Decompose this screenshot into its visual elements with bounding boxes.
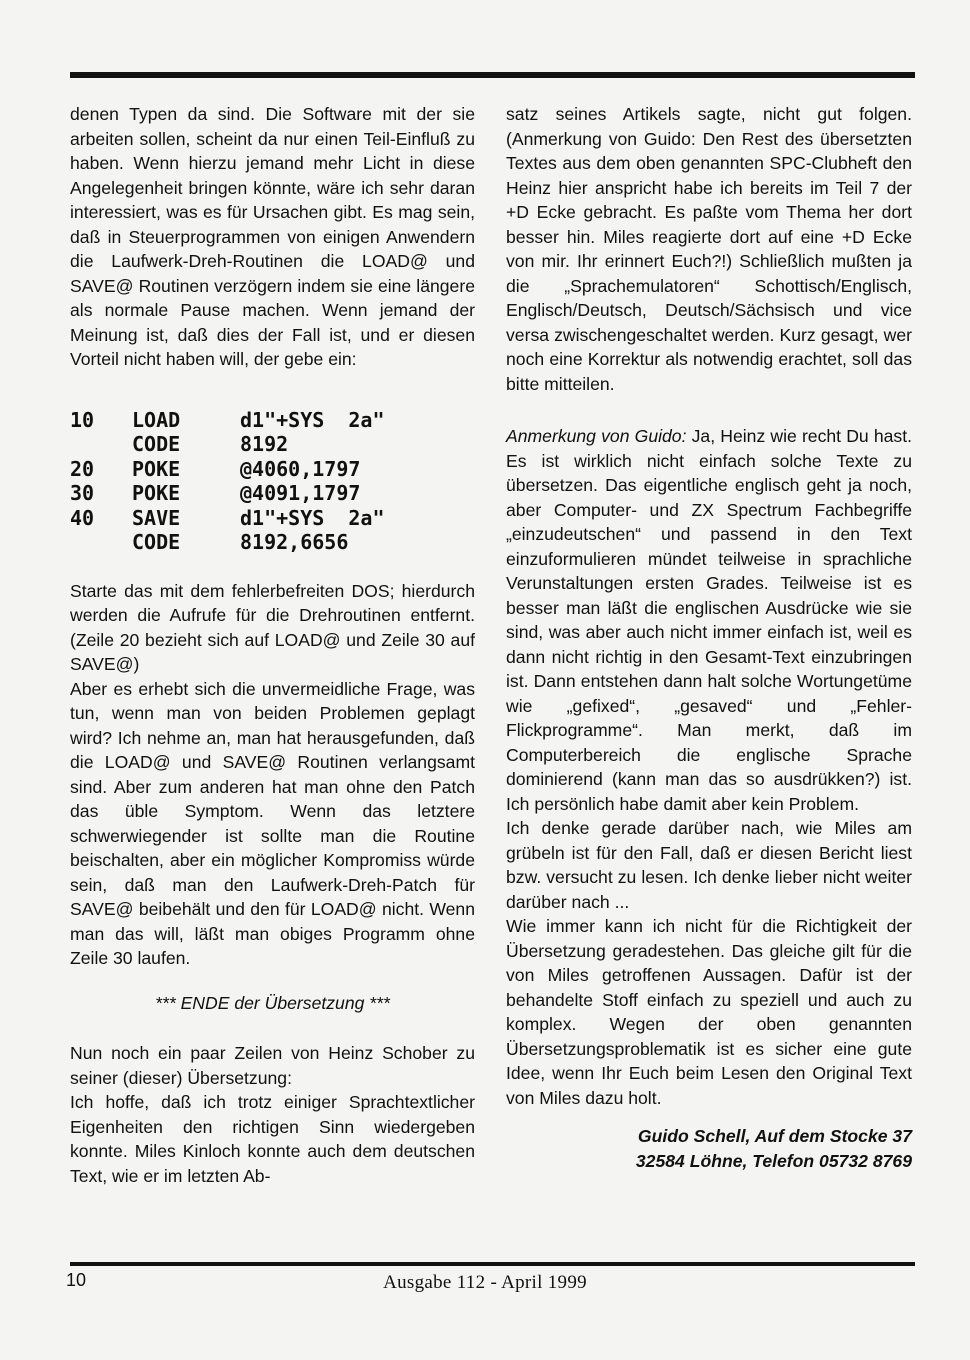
code-line: CODE 8192,6656 xyxy=(132,530,349,554)
code-line: CODE 8192 xyxy=(132,432,289,456)
left-paragraph-1: denen Typen da sind. Die Software mit der sie arbeiten sollen, scheint da nur einen Teil-Einfluß zu haben. Wenn hierzu jemand mehr Licht in diese Angelegenheit bringen könnte, wäre ich sehr daran interessiert, was es für Ursachen gibt. Es mag sein, daß in Steuerprogrammen von einigen Anwendern die Laufwerk-Dreh-Routinen die LOAD@ und SAVE@ Routinen verzögern indem sie eine längere als normale Pause machen. Wenn jemand der Meinung ist, daß dies der Fall ist, und er diesen Vorteil nicht haben will, der gebe ein: xyxy=(70,104,475,369)
signature-line-2: 32584 Löhne, Telefon 05732 8769 xyxy=(635,1150,912,1171)
translation-end-marker: *** ENDE der Übersetzung *** xyxy=(155,992,390,1013)
header-rule xyxy=(70,72,915,78)
code-line: 30 POKE @4091,1797 xyxy=(70,481,361,505)
right-paragraph-4: Wie immer kann ich nicht für die Richtigkeit der Übersetzung geradestehen. Das gleiche gilt für die von Miles getroffenen Aussagen. Dafür ist der behandelte Stoff einfach zu speziell und auch zu komplex. Wegen der oben genannten Übersetzungsproblematik ist es sicher eine gute Idee, wenn Ihr Euch beim Lesen den Original Text von Miles dazu holt. xyxy=(506,916,912,1108)
left-paragraph-2: Starte das mit dem fehlerbefreiten DOS; hierdurch werden die Aufrufe für die Drehroutinen entfernt. (Zeile 20 bezieht sich auf LOAD@ und Zeile 30 auf SAVE@) xyxy=(70,580,475,674)
right-paragraph-1: satz seines Artikels sagte, nicht gut folgen. (Anmerkung von Guido: Den Rest des übersetzten Textes aus dem oben genannten SPC-Clubheft den Heinz hier anspricht habe ich bereits im Teil 7 der +D Ecke gebracht. Es paßte vom Thema her dort besser hin. Miles reagierte dort auf eine +D Ecke von mir. Ihr erinnert Euch?!) Schließlich mußten ja die „Sprachemulatoren“ Schottisch/Englisch, Englisch/Deutsch, Deutsch/Sächsisch und vice versa zwischengeschaltet werden. Kurz gesagt, wer noch eine Korrektur als notwendig erachtet, soll das bitte mitteilen. xyxy=(506,104,912,394)
issue-line: Ausgabe 112 - April 1999 xyxy=(383,1272,587,1293)
note-text: Ja, Heinz wie recht Du hast. Es ist wirklich nicht einfach solche Texte zu übersetzen. Das eigentliche englisch geht ja noch, aber Computer- und ZX Spectrum Fachbegriffe „einzudeutschen“ und passend in den Text einzuformulieren mündet teilweise in sprachliche Verunstaltungen ersten Grades. Teilweise ist es besser man läßt die englischen Ausdrücke wie sie sind, was aber auch nicht immer einfach ist, weil es dann nicht richtig in den Gesamt-Text einzubringen ist. Dann entstehen dann halt solche Wortungetüme wie „gefixed“, „gesaved“ und „Fehler-Flickprogramme“. Man merkt, daß im Computerbereich die englische Sprache dominierend (kann man das so ausdrükken?) ist. Ich persönlich habe damit aber kein Problem. xyxy=(506,426,912,814)
code-line: 20 POKE @4060,1797 xyxy=(70,456,361,481)
signature-block xyxy=(506,1124,912,1173)
code-line: 40 SAVE d1"+SYS 2a" xyxy=(70,505,385,530)
left-paragraph-4: Nun noch ein paar Zeilen von Heinz Schober zu seiner (dieser) Übersetzung: xyxy=(70,1043,475,1088)
code-line: 10 LOAD d1"+SYS 2a" xyxy=(70,407,385,432)
right-paragraph-2 xyxy=(506,424,912,816)
right-column xyxy=(506,102,912,1173)
note-label: Anmerkung von Guido: xyxy=(506,426,687,446)
footer-rule xyxy=(70,1262,915,1266)
left-paragraph-3: Aber es erhebt sich die unvermeidliche Frage, was tun, wenn man von beiden Problemen geplagt wird? Ich nehme an, man hat herausgefunden, daß die LOAD@ und SAVE@ Routinen verlangsamt sind. Aber zum anderen hat man ohne den Patch das üble Symptom. Wenn das letztere schwerwiegender ist sollte man die Routine beischalten, aber ein möglicher Kompromiss würde sein, daß man den Laufwerk-Dreh-Patch für SAVE@ beibehält und den für LOAD@ nicht. Wenn man das will, läßt man obiges Programm ohne Zeile 30 laufen. xyxy=(70,678,475,968)
left-column xyxy=(70,102,475,1188)
basic-code-listing xyxy=(70,408,475,555)
signature-line-1: Guido Schell, Auf dem Stocke 37 xyxy=(637,1126,912,1146)
page-number: 10 xyxy=(66,1270,87,1290)
right-paragraph-3: Ich denke gerade darüber nach, wie Miles am grübeln ist für den Fall, daß er diesen Bericht liest bzw. versucht zu lesen. Ich denke lieber nicht weiter darüber nach ... xyxy=(506,818,912,912)
left-paragraph-5: Ich hoffe, daß ich trotz einiger Sprachtextlicher Eigenheiten den richtigen Sinn wiedergeben konnte. Miles Kinloch konnte auch dem deutschen Text, wie er im letzten Ab- xyxy=(70,1092,475,1186)
